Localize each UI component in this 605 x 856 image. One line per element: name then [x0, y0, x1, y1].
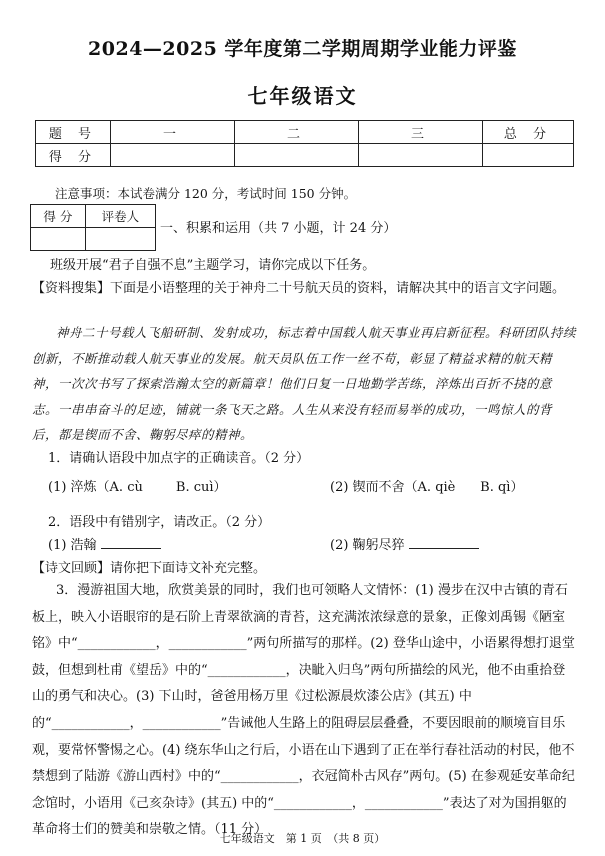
question-2-stem: 2．语段中有错别字，请改正。（2 分） [48, 515, 271, 530]
score-cell-3[interactable] [359, 144, 483, 167]
intro-text: 班级开展“君子自强不息”主题学习，请你完成以下任务。 [50, 258, 376, 273]
question-3-text: 3．漫游祖国大地，欣赏美景的同时，我们也可领略人文情怀：(1) 漫步在汉中古镇的青石板上，映入小语眼帘的是石阶上青翠欲滴的青苔，这充满浓浓绿意的景象，正像刘禹锡《陋室铭》中“____________，____________”两句所描写的那样。(2) 登华山途中，小语累得想打退堂鼓，但想到杜甫《望岳》中的“____________，决眦入归鸟”两句所描绘的风光，他不由重拾登山的勇气和决心。(3) 下山时，爸爸用杨万里《过松源晨炊漆公店》(其五) 中的“____________，____________”告诫他人生路上的阻碍层层叠叠，不要因眼前的顺境盲目乐观，要常怀警惕之心。(4) 绕东华山之行后，小语在山下遇到了正在举行春社活动的村民，他不禁想到了陆游《游山西村》中的“____________，衣冠简朴古风存”两句。(5) 在参观延安革命纪念馆时，小语用《己亥杂诗》(其五) 中的“____________，____________”表达了对为国捐躯的革命将士们的赞美和崇敬之情。（11 分） [32, 583, 575, 838]
score-table-col-2: 二 [235, 121, 359, 144]
score-table-header-label: 题 号 [36, 121, 111, 144]
score-table-row-label: 得 分 [36, 144, 111, 167]
question-2-answer-1[interactable] [101, 534, 161, 549]
question-1-option-2: (2) 锲而不舍（A. qiè B. qì） [330, 480, 524, 495]
material-intro: 【资料搜集】下面是小语整理的关于神舟二十号航天员的资料，请解决其中的语言文字问题。 [32, 281, 566, 296]
grader-score-cell[interactable] [31, 228, 86, 251]
question-2-item-2 [330, 534, 479, 553]
question-2-item-1-label: (1) 浩翰 [48, 538, 97, 553]
question-2-answer-2[interactable] [409, 534, 479, 549]
score-cell-total[interactable] [483, 144, 574, 167]
grader-name-cell[interactable] [85, 228, 155, 251]
score-table-col-1: 一 [111, 121, 235, 144]
material-passage: 神舟二十号载人飞船研制、发射成功，标志着中国载人航天事业再启新征程。科研团队持续创新，不断推动载人航天事业的发展。航天员队伍工作一丝不苟，彰显了精益求精的航天精神，一次次书写了探索浩瀚太空的新篇章！他们日复一日地勤学苦练，淬炼出百折不挠的意志。一串串奋斗的足迹，铺就一条飞天之路。人生从来没有轻而易举的成功，一鸣惊人的背后，都是锲而不舍、鞠躬尽瘁的精神。 [32, 325, 577, 442]
poem-intro: 【诗文回顾】请你把下面诗文补充完整。 [32, 561, 267, 576]
score-cell-1[interactable] [111, 144, 235, 167]
score-table-col-3: 三 [359, 121, 483, 144]
question-2-item-1 [48, 534, 161, 553]
question-2-item-2-label: (2) 鞠躬尽猝 [330, 538, 405, 553]
grader-label: 评卷人 [85, 205, 155, 228]
grader-table [30, 204, 156, 251]
score-table-total: 总 分 [483, 121, 574, 144]
page-footer: 七年级语文 第 1 页 （共 8 页） [219, 832, 386, 845]
exam-title: 2024—2025 学年度第二学期周期学业能力评鉴 [88, 38, 517, 60]
question-1-stem: 1．请确认语段中加点字的正确读音。（2 分） [48, 451, 310, 466]
exam-subtitle: 七年级语文 [247, 84, 358, 108]
section-title: 一、积累和运用（共 7 小题，计 24 分） [160, 221, 397, 236]
score-cell-2[interactable] [235, 144, 359, 167]
grader-score-label: 得 分 [31, 205, 86, 228]
score-table [35, 120, 574, 167]
notice: 注意事项：本试卷满分 120 分，考试时间 150 分钟。 [55, 186, 357, 201]
question-1-option-1: (1) 淬炼（A. cù B. cuì） [48, 480, 227, 495]
